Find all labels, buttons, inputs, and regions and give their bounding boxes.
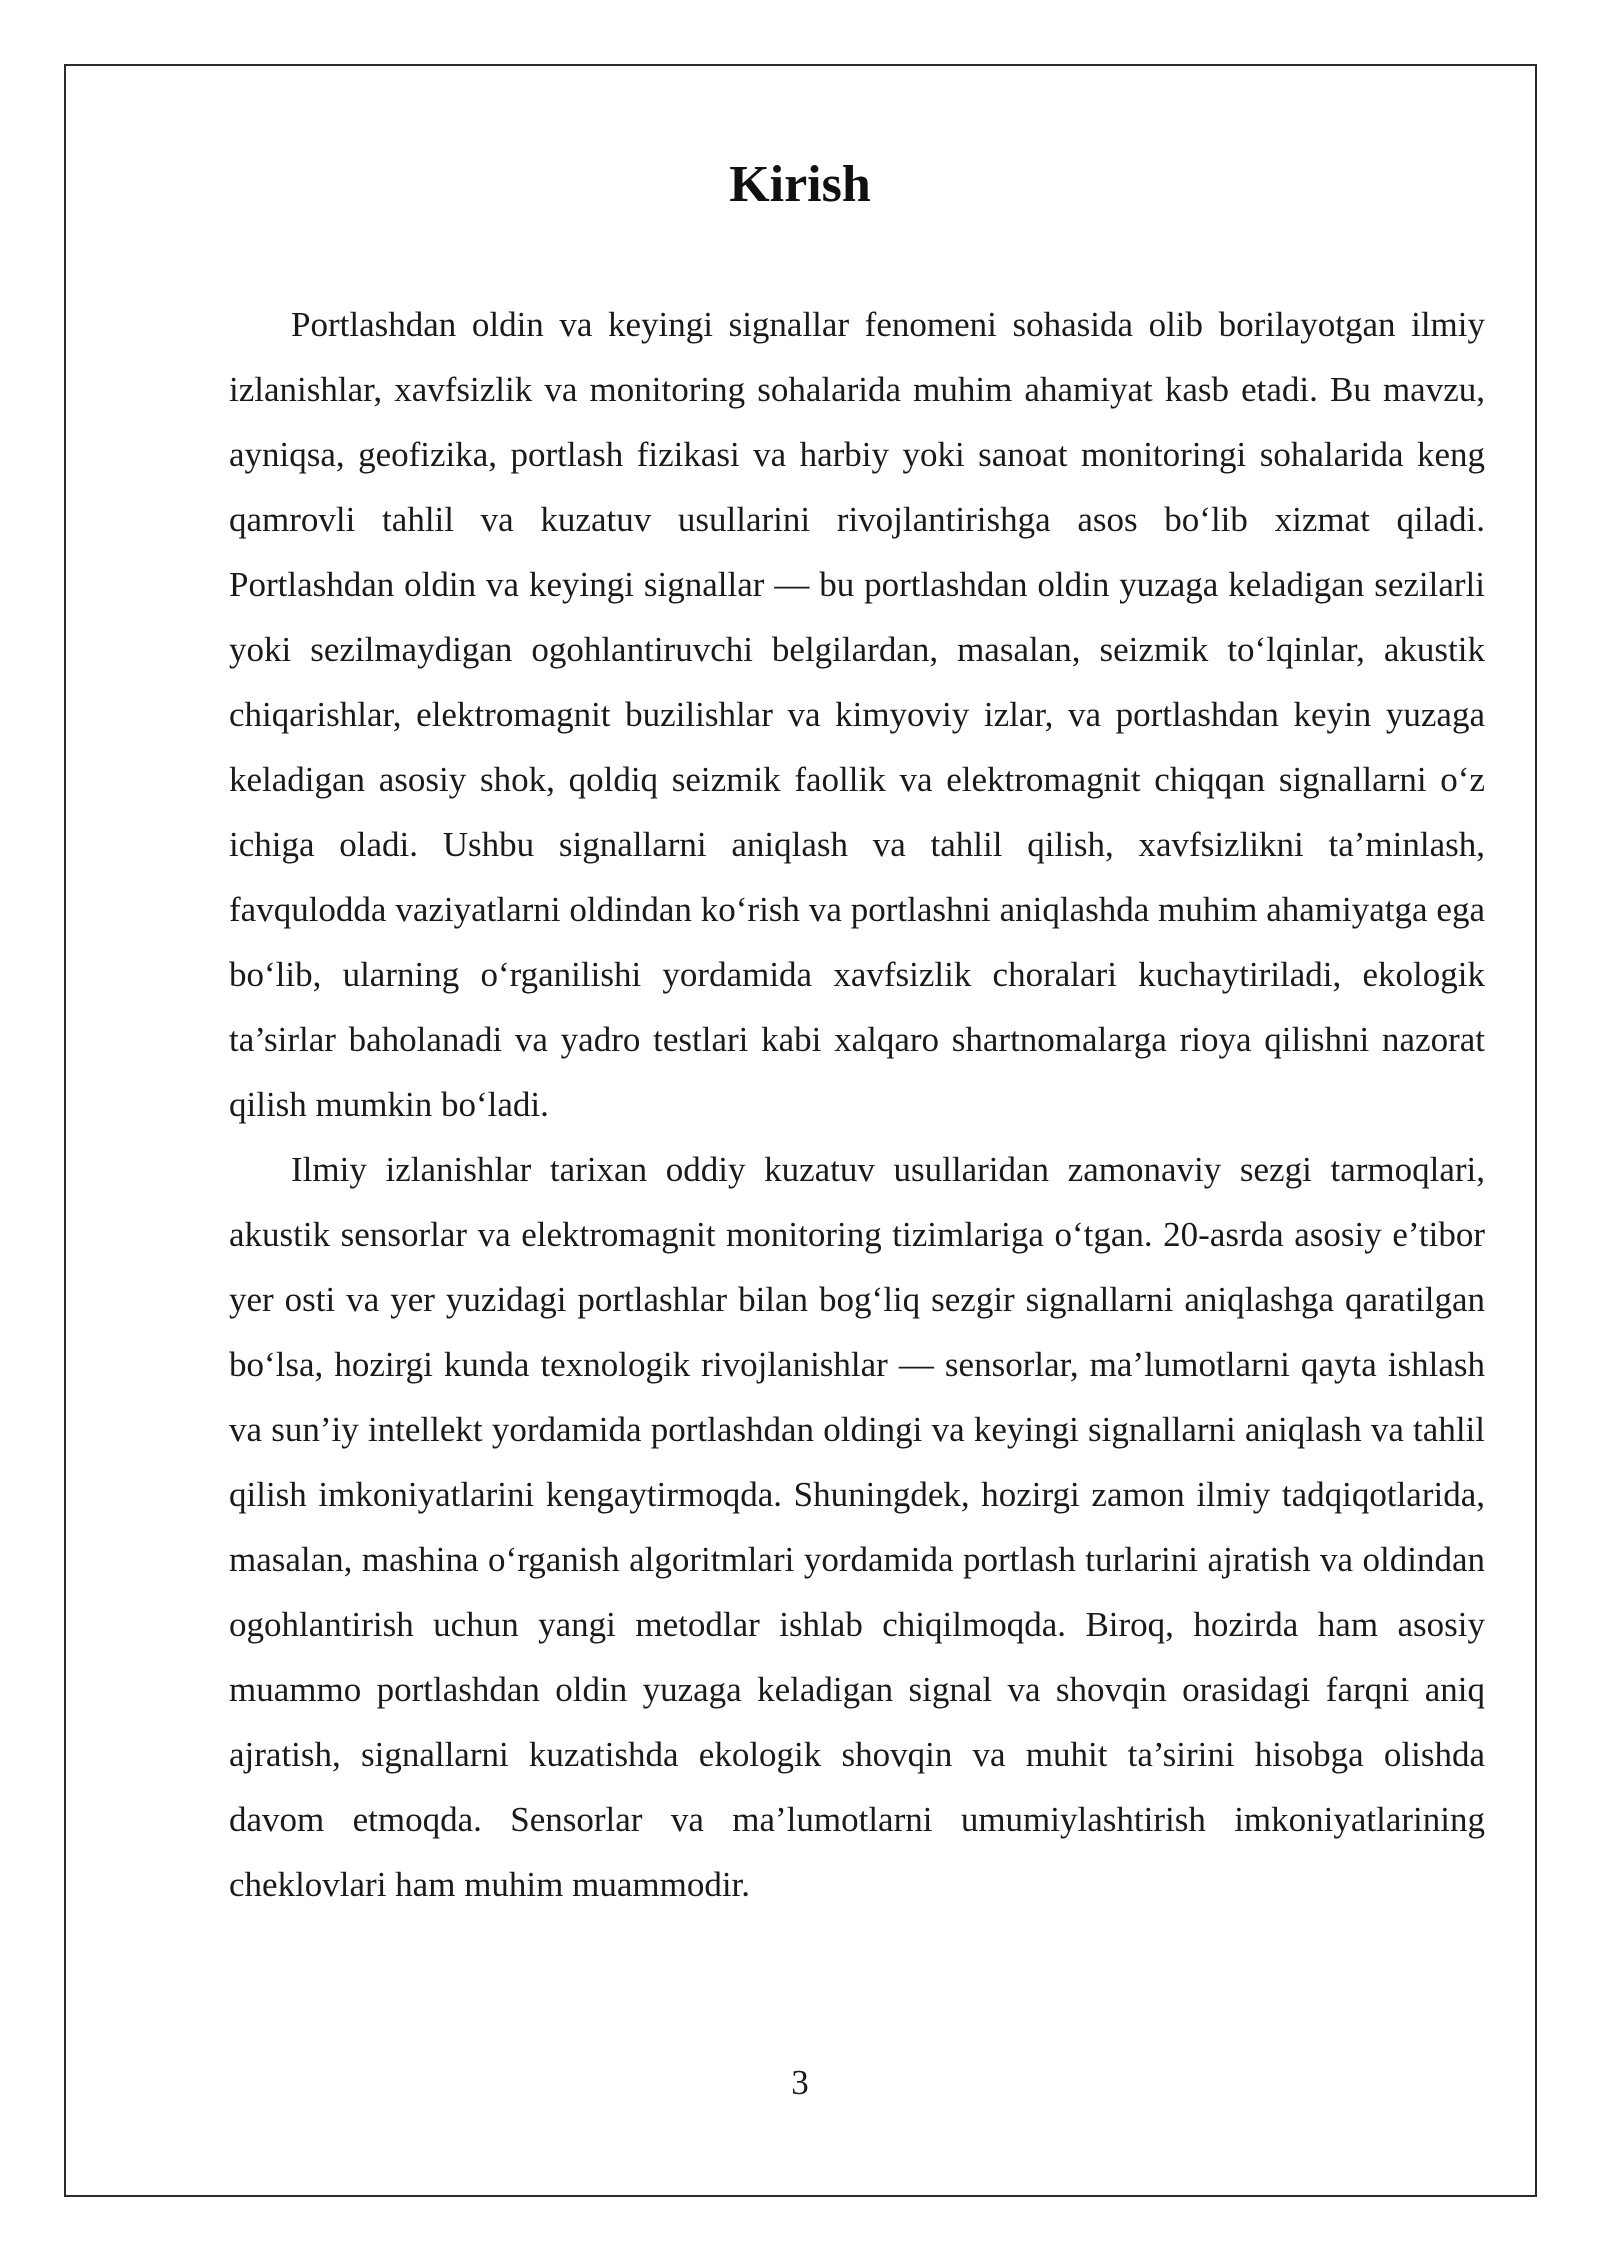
paragraph-2: Ilmiy izlanishlar tarixan oddiy kuzatuv usullaridan zamonaviy sezgi tarmoqlari, akustik sensorlar va elektromagnit monitoring tizimlariga o‘tgan. 20-asrda asosiy e’tibor yer osti va yer yuzidagi portlashlar bilan bog‘liq sezgir signallarni aniqlashga qaratilgan bo‘lsa, hozirgi kunda texnologik rivojlanishlar — sensorlar, ma’lumotlarni qayta ishlash va sun’iy intellekt yordamida portlashdan oldingi va keyingi signallarni aniqlash va tahlil qilish imkoniyatlarini kengaytirmoqda. Shuningdek, hozirgi zamon ilmiy tadqiqotlarida, masalan, mashina o‘rganish algoritmlari yordamida portlash turlarini ajratish va oldindan ogohlantirish uchun yangi metodlar ishlab chiqilmoqda. Biroq, hozirda ham asosiy muammo portlashdan oldin yuzaga keladigan signal va shovqin orasidagi farqni aniq ajratish, signallarni kuzatishda ekologik shovqin va muhit ta’sirini hisobga olishda davom etmoqda. Sensorlar va ma’lumotlarni umumiylashtirish imkoniyatlarining cheklovlari ham muhim muammodir. bbox=[229, 1150, 1485, 1904]
page-title: Kirish bbox=[729, 156, 871, 213]
paragraph-1: Portlashdan oldin va keyingi signallar fenomeni sohasida olib borilayotgan ilmiy izlanishlar, xavfsizlik va monitoring sohalarida muhim ahamiyat kasb etadi. Bu mavzu, ayniqsa, geofizika, portlash fizikasi va harbiy yoki sanoat monitoringi sohalarida keng qamrovli tahlil va kuzatuv usullarini rivojlantirishga asos bo‘lib xizmat qiladi. Portlashdan oldin va keyingi signallar — bu portlashdan oldin yuzaga keladigan sezilarli yoki sezilmaydigan ogohlantiruvchi belgilardan, masalan, seizmik to‘lqinlar, akustik chiqarishlar, elektromagnit buzilishlar va kimyoviy izlar, va portlashdan keyin yuzaga keladigan asosiy shok, qoldiq seizmik faollik va elektromagnit chiqqan signallarni o‘z ichiga oladi. Ushbu signallarni aniqlash va tahlil qilish, xavfsizlikni ta’minlash, favqulodda vaziyatlarni oldindan ko‘rish va portlashni aniqlashda muhim ahamiyatga ega bo‘lib, ularning o‘rganilishi yordamida xavfsizlik choralari kuchaytiriladi, ekologik ta’sirlar baholanadi va yadro testlari kabi xalqaro shartnomalarga rioya qilishni nazorat qilish mumkin bo‘ladi. bbox=[229, 305, 1485, 1124]
body-text bbox=[229, 292, 1485, 1917]
page-number: 3 bbox=[791, 2063, 809, 2102]
